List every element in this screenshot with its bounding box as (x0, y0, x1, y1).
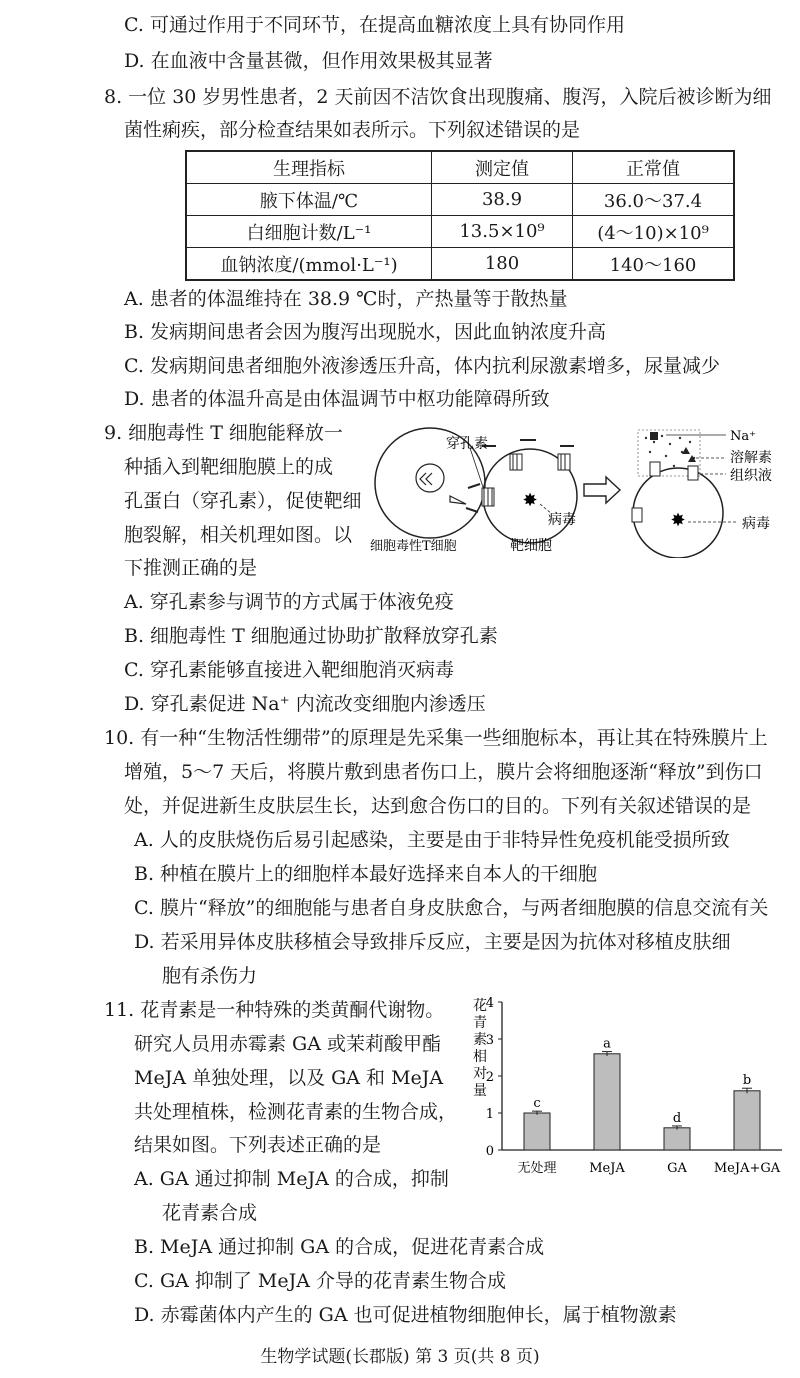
q10-option-a: A. 人的皮肤烧伤后易引起感染，主要是由于非特异性免疫机能受损所致 (134, 829, 730, 851)
page-footer: 生物学试题(长郡版) 第 3 页(共 8 页) (260, 1347, 540, 1367)
chart-y-tick-label: 2 (485, 1070, 494, 1085)
q9-option-d: D. 穿孔素促进 Na⁺ 内流改变细胞内渗透压 (124, 693, 486, 715)
table-cell: 38.9 (432, 184, 573, 216)
q9-mechanism-figure (370, 418, 790, 558)
q11-bar-chart (468, 990, 788, 1180)
q9-stem-line5: 下推测正确的是 (124, 557, 258, 579)
table-header: 正常值 (573, 151, 735, 184)
chart-category-label: GA (667, 1161, 687, 1176)
q8-option-a: A. 患者的体温维持在 38.9 ℃时，产热量等于散热量 (124, 288, 568, 310)
chart-significance-label: a (603, 1036, 611, 1052)
table-row (186, 248, 734, 281)
q9-option-b: B. 细胞毒性 T 细胞通过协助扩散释放穿孔素 (124, 625, 498, 647)
table-cell: (4～10)×10⁹ (573, 216, 735, 248)
q8-table (185, 150, 735, 281)
q8-option-b: B. 发病期间患者会因为腹泻出现脱水，因此血钠浓度升高 (124, 321, 607, 343)
option-d-prev: D. 在血液中含量甚微，但作用效果极其显著 (124, 50, 493, 72)
table-cell: 白细胞计数/L⁻¹ (186, 216, 432, 248)
chart-y-tick-label: 1 (485, 1107, 494, 1122)
q9-option-a: A. 穿孔素参与调节的方式属于体液免疫 (124, 591, 454, 613)
virus-label-2: 病毒 (742, 516, 770, 532)
table-cell: 13.5×10⁹ (432, 216, 573, 248)
q10-option-c: C. 膜片“释放”的细胞能与患者自身皮肤愈合，与两者细胞膜的信息交流有关 (134, 897, 769, 919)
q11-stem-line1: 11. 花青素是一种特殊的类黄酮代谢物。 (104, 999, 445, 1021)
chart-category-label: MeJA (589, 1161, 625, 1176)
table-cell: 180 (432, 248, 573, 281)
table-row (186, 216, 734, 248)
chart-significance-label: b (742, 1073, 752, 1089)
target-cell-label: 靶细胞 (510, 538, 552, 554)
q8-stem-line2: 菌性痢疾，部分检查结果如表所示。下列叙述错误的是 (124, 119, 581, 141)
q10-option-d-line2: 胞有杀伤力 (162, 965, 258, 987)
perforin-label: 穿孔素 (446, 436, 488, 452)
chart-y-tick-label: 0 (485, 1144, 494, 1159)
q8-option-d: D. 患者的体温升高是由体温调节中枢功能障碍所致 (124, 388, 550, 410)
q10-stem-line1: 10. 有一种“生物活性绷带”的原理是先采集一些细胞标本，再让其在特殊膜片上 (104, 727, 768, 749)
table-header-row (186, 151, 734, 184)
t-cell-label: 细胞毒性T细胞 (370, 539, 457, 554)
q11-option-a-line1: A. GA 通过抑制 MeJA 的合成，抑制 (134, 1168, 449, 1190)
q11-stem-line3: MeJA 单独处理，以及 GA 和 MeJA (134, 1067, 444, 1089)
q9-option-c: C. 穿孔素能够直接进入靶细胞消灭病毒 (124, 659, 454, 681)
table-header: 测定值 (432, 151, 573, 184)
chart-ylabel: 花青素相对量 (473, 998, 487, 1099)
q10-option-b: B. 种植在膜片上的细胞样本最好选择来自本人的干细胞 (134, 863, 598, 885)
table-cell: 36.0～37.4 (573, 184, 735, 216)
arrow-right-icon (584, 477, 620, 503)
sodium-label: Na⁺ (730, 429, 756, 444)
q10-option-d-line1: D. 若采用异体皮肤移植会导致排斥反应，主要是因为抗体对移植皮肤细 (134, 931, 731, 953)
chart-y-tick-label: 4 (485, 996, 494, 1011)
q11-option-a-line2: 花青素合成 (162, 1202, 258, 1224)
lysozyme-label: 溶解素 (730, 450, 772, 466)
option-c-prev: C. 可通过作用于不同环节，在提高血糖浓度上具有协同作用 (124, 14, 625, 36)
chart-significance-label: d (672, 1110, 682, 1126)
virus-icon: ✸ (522, 490, 538, 511)
chart-bar (664, 1128, 690, 1150)
chart-bar (734, 1091, 760, 1150)
table-cell: 血钠浓度/(mmol·L⁻¹) (186, 248, 432, 281)
virus-label: 病毒 (548, 512, 576, 528)
q11-stem-line4: 共处理植株，检测花青素的生物合成， (134, 1101, 458, 1123)
q9-stem-line2: 种插入到靶细胞膜上的成 (124, 456, 334, 478)
chart-bar (524, 1113, 550, 1150)
table-header: 生理指标 (186, 151, 432, 184)
q10-stem-line3: 处，并促进新生皮肤层生长，达到愈合伤口的目的。下列有关叙述错误的是 (124, 795, 752, 817)
chart-y-tick-label: 3 (485, 1033, 494, 1048)
q11-option-c: C. GA 抑制了 MeJA 介导的花青素生物合成 (134, 1270, 506, 1292)
q9-stem-line1: 9. 细胞毒性 T 细胞能释放一 (104, 422, 343, 444)
tissue-fluid-label: 组织液 (730, 468, 772, 484)
q9-stem-line4: 胞裂解，相关机理如图。以 (124, 524, 353, 546)
chart-bar (594, 1054, 620, 1150)
q8-stem-line1: 8. 一位 30 岁男性患者，2 天前因不洁饮食出现腹痛、腹泻，入院后被诊断为细 (104, 86, 772, 108)
q11-option-b: B. MeJA 通过抑制 GA 的合成，促进花青素合成 (134, 1236, 545, 1258)
q10-stem-line2: 增殖，5～7 天后，将膜片敷到患者伤口上，膜片会将细胞逐渐“释放”到伤口 (124, 761, 763, 783)
chart-significance-label: c (533, 1096, 541, 1112)
q11-option-d: D. 赤霉菌体内产生的 GA 也可促进植物细胞伸长，属于植物激素 (134, 1304, 677, 1326)
svg-text:✸: ✸ (670, 510, 686, 531)
table-cell: 腋下体温/℃ (186, 184, 432, 216)
q9-stem-line3: 孔蛋白（穿孔素），促使靶细 (124, 490, 362, 512)
q8-option-c: C. 发病期间患者细胞外液渗透压升高，体内抗利尿激素增多，尿量减少 (124, 355, 720, 377)
table-row (186, 184, 734, 216)
q11-stem-line2: 研究人员用赤霉素 GA 或茉莉酸甲酯 (134, 1033, 441, 1055)
chart-category-label: 无处理 (517, 1161, 557, 1176)
q11-stem-line5: 结果如图。下列表述正确的是 (134, 1134, 382, 1156)
table-cell: 140～160 (573, 248, 735, 281)
chart-category-label: MeJA+GA (713, 1161, 781, 1176)
